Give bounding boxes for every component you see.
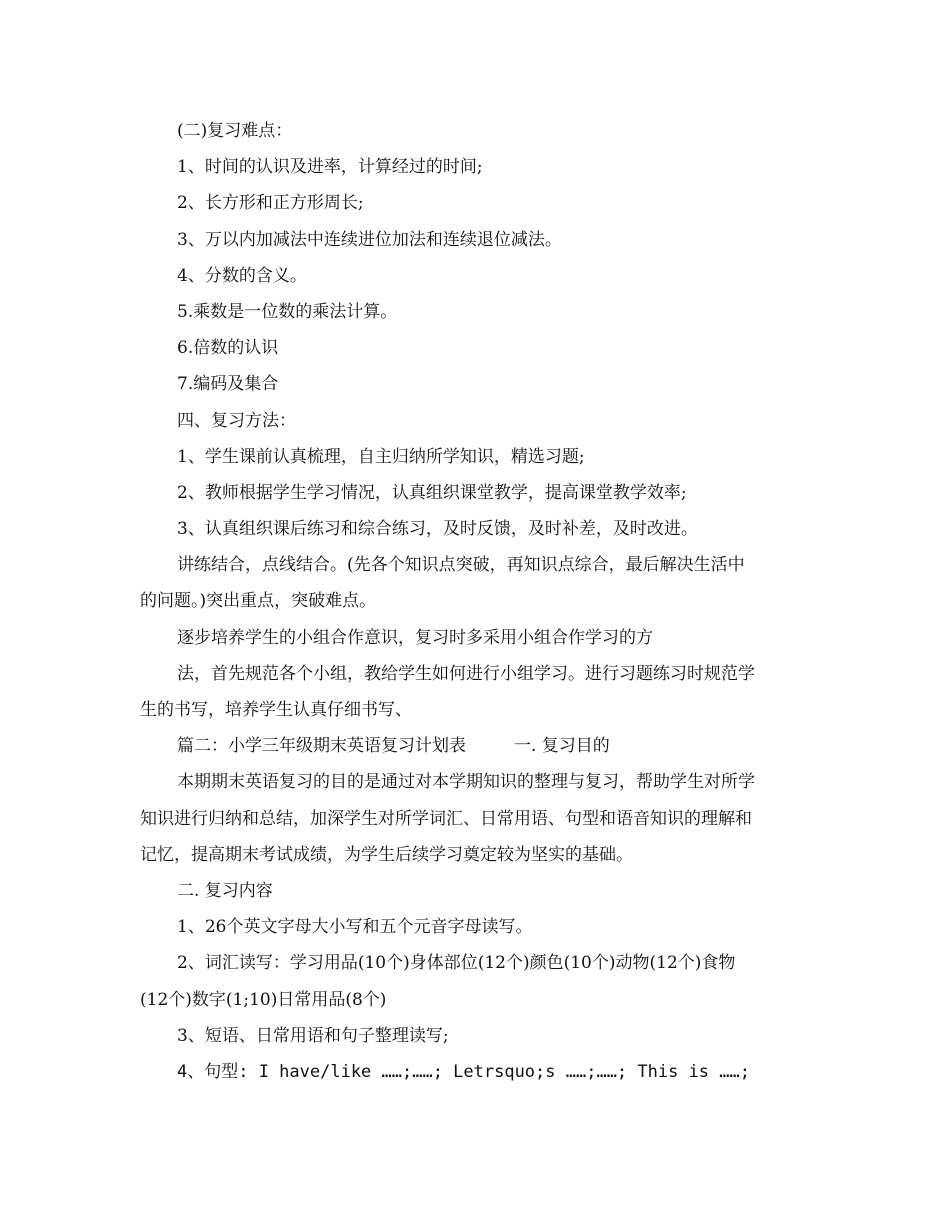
list-item: 3、短语、日常用语和句子整理读写;	[177, 1025, 449, 1046]
paragraph-line: 本期期末英语复习的目的是通过对本学期知识的整理与复习，帮助学生对所学	[177, 772, 755, 793]
list-item: 3、认真组织课后练习和综合练习，及时反馈，及时补差，及时改进。	[177, 519, 698, 540]
list-item: 2、教师根据学生学习情况，认真组织课堂教学，提高课堂教学效率;	[177, 482, 687, 503]
list-item: 1、学生课前认真梳理，自主归纳所学知识，精选习题;	[177, 446, 585, 467]
list-item: 2、长方形和正方形周长;	[177, 193, 364, 214]
article-two-title: 篇二：小学三年级期末英语复习计划表	[177, 736, 466, 757]
paragraph-line: 知识进行归纳和总结，加深学生对所学词汇、日常用语、句型和语音知识的理解和	[140, 808, 752, 829]
section-heading-difficulties: (二)复习难点：	[177, 121, 293, 141]
paragraph-line: 生的书写，培养学生认真仔细书写、	[140, 700, 412, 720]
list-item-continuation: (12个)数字(1;10)日常用品(8个)	[140, 989, 387, 1010]
paragraph-line: 的问题。)突出重点，突破难点。	[140, 591, 377, 612]
list-item: 3、万以内加减法中连续进位加法和连续退位减法。	[177, 229, 562, 250]
article-two-heading	[140, 728, 812, 764]
list-item: 1、26个英文字母大小写和五个元音字母读写。	[177, 917, 533, 938]
list-item: 2、词汇读写：学习用品(10个)身体部位(12个)颜色(10个)动物(12个)食物	[177, 953, 736, 974]
paragraph-line: 讲练结合，点线结合。(先各个知识点突破，再知识点综合，最后解决生活中	[177, 555, 745, 576]
document-body	[140, 113, 812, 1090]
list-item: 5.乘数是一位数的乘法计算。	[177, 301, 398, 322]
section-heading-methods: 四、复习方法：	[177, 410, 296, 431]
paragraph-line: 逐步培养学生的小组合作意识，复习时多采用小组合作学习的方	[177, 627, 653, 648]
section-heading-goal: 一. 复习目的	[514, 736, 610, 757]
list-item-sentence-patterns: 4、句型: I have/like ……;……; Letrsquo;s ……;……; This is ……;	[177, 1061, 750, 1082]
section-heading-content: 二. 复习内容	[177, 880, 273, 901]
paragraph-line: 记忆，提高期末考试成绩，为学生后续学习奠定较为坚实的基础。	[140, 844, 633, 865]
list-item: 7.编码及集合	[177, 374, 279, 395]
list-item: 6.倍数的认识	[177, 338, 279, 359]
paragraph-line: 法，首先规范各个小组，教给学生如何进行小组学习。进行习题练习时规范学	[177, 663, 755, 684]
list-item: 1、时间的认识及进率，计算经过的时间;	[177, 157, 483, 178]
list-item: 4、分数的含义。	[177, 265, 307, 286]
